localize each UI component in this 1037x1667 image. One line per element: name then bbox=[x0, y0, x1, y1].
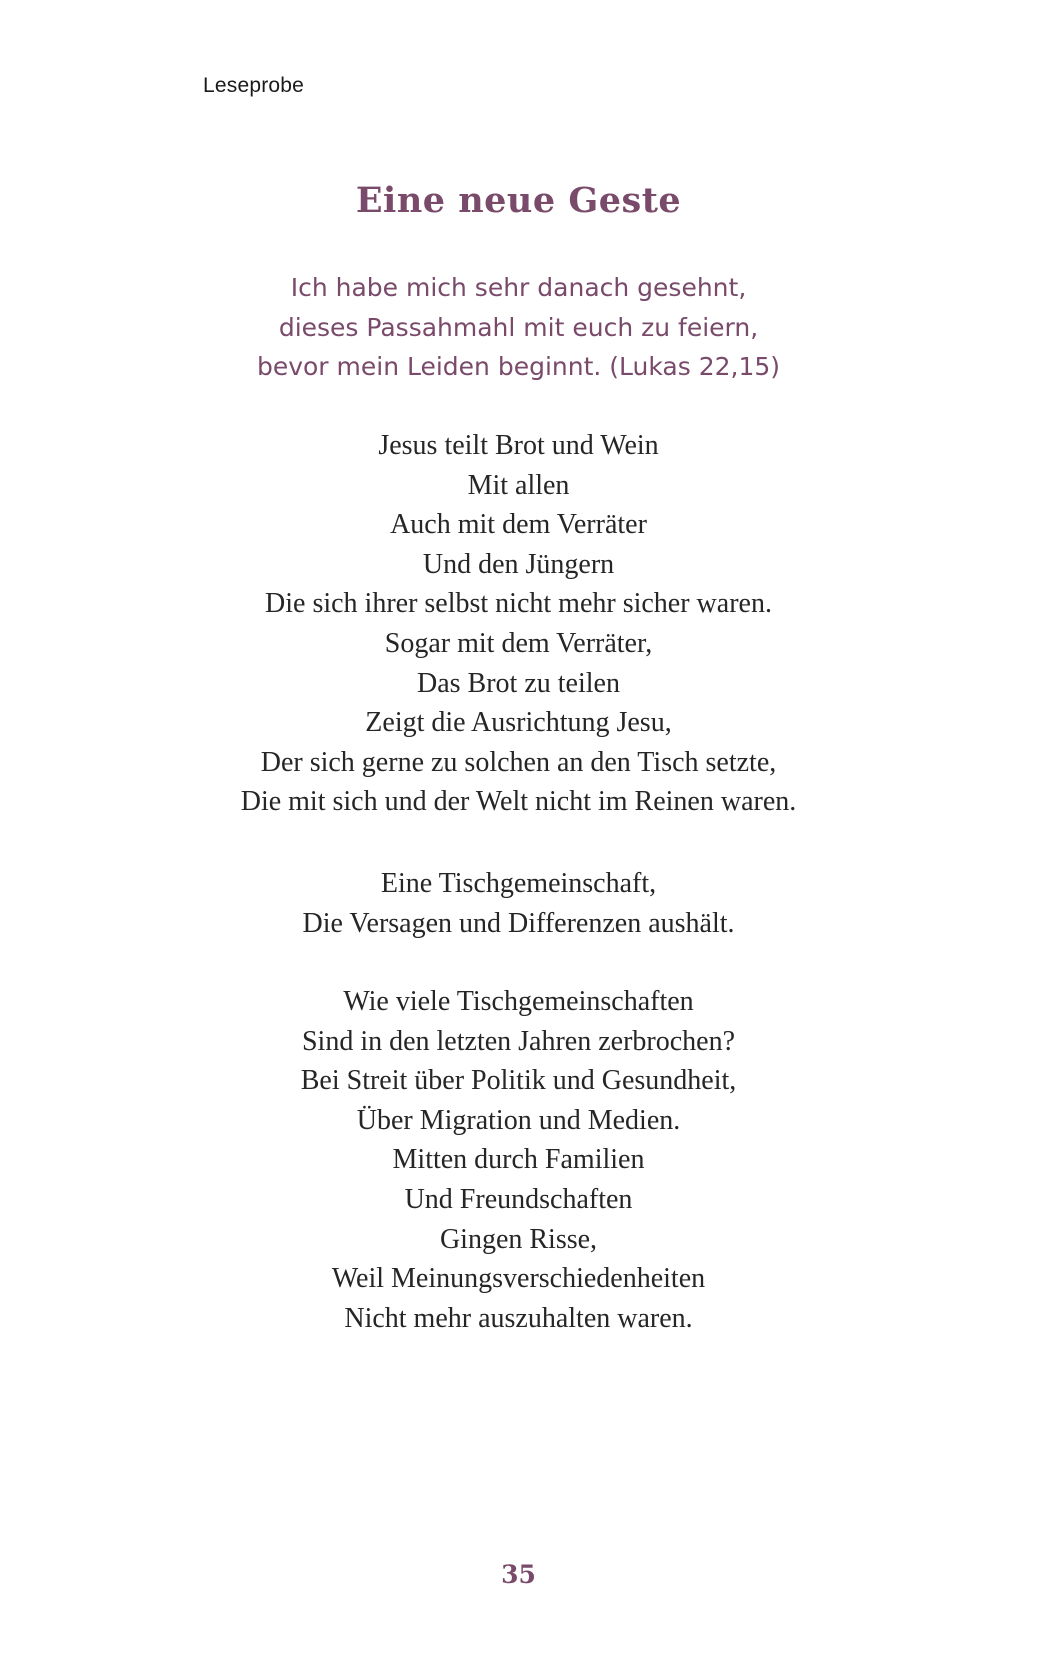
poem-line: Eine Tischgemeinschaft, bbox=[380, 868, 657, 899]
poem-line: Und Freundschaften bbox=[404, 1183, 633, 1215]
page-title: Eine neue Geste bbox=[355, 180, 682, 221]
poem-stanza-3 bbox=[0, 982, 1037, 1338]
poem-stanza-1 bbox=[0, 426, 1037, 822]
page-number: 35 bbox=[501, 1560, 536, 1589]
poem-line: Auch mit dem Verräter bbox=[390, 509, 647, 541]
poem-stanza-2 bbox=[0, 864, 1037, 943]
poem-line: Und den Jüngern bbox=[422, 548, 615, 580]
poem-line: Jesus teilt Brot und Wein bbox=[378, 430, 659, 461]
poem-line: Gingen Risse, bbox=[439, 1223, 598, 1255]
poem-line: Die Versagen und Differenzen aushält. bbox=[302, 907, 735, 939]
poem-line: Mitten durch Familien bbox=[392, 1144, 645, 1176]
epigraph-line: dieses Passahmahl mit euch zu feiern, bbox=[278, 312, 759, 342]
poem-line: Nicht mehr auszuhalten waren. bbox=[344, 1302, 693, 1334]
poem-line: Das Brot zu teilen bbox=[417, 667, 620, 699]
epigraph-line: bevor mein Leiden beginnt. (Lukas 22,15) bbox=[256, 352, 781, 381]
poem-line: Sind in den letzten Jahren zerbrochen? bbox=[301, 1025, 736, 1057]
poem-line: Der sich gerne zu solchen an den Tisch setzte, bbox=[260, 746, 777, 778]
header-label: Leseprobe bbox=[203, 74, 305, 97]
poem-line: Wie viele Tischgemeinschaften bbox=[343, 986, 694, 1017]
poem-line: Weil Meinungsverschiedenheiten bbox=[331, 1263, 706, 1295]
poem-line: Sogar mit dem Verräter, bbox=[384, 627, 653, 659]
poem-line: Die sich ihrer selbst nicht mehr sicher waren. bbox=[265, 588, 772, 620]
poem-line: Die mit sich und der Welt nicht im Reinen waren. bbox=[240, 786, 797, 818]
poem-line: Bei Streit über Politik und Gesundheit, bbox=[300, 1065, 737, 1097]
poem-line: Mit allen bbox=[467, 469, 570, 501]
epigraph-quote bbox=[0, 268, 1037, 387]
poem-line: Zeigt die Ausrichtung Jesu, bbox=[365, 707, 672, 739]
epigraph-line: Ich habe mich sehr danach gesehnt, bbox=[290, 273, 747, 302]
poem-line: Über Migration und Medien. bbox=[356, 1104, 681, 1136]
